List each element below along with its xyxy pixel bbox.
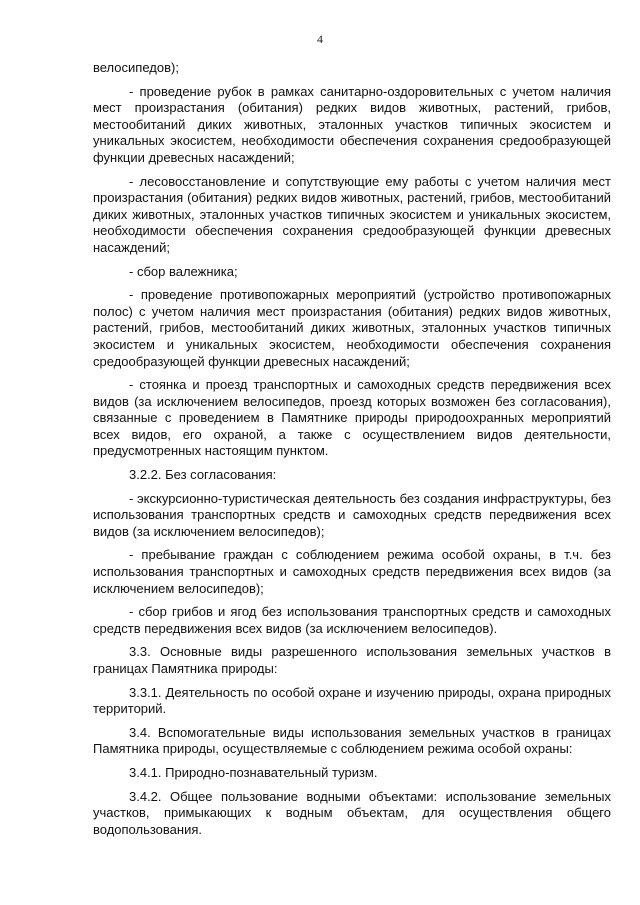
paragraph: велосипедов); [93,60,179,75]
paragraph: - пребывание граждан с соблюдением режима особой охраны, в т.ч. без использования транспортных и самоходных средств передвижения всех видов (за исключением велосипедов); [93,547,611,596]
paragraph: 3.3.1. Деятельность по особой охране и изучению природы, охрана природных территорий. [93,684,611,717]
paragraph: 3.4.1. Природно-познавательный туризм. [129,764,378,780]
page-number: 4 [317,32,323,46]
paragraph: - проведение рубок в рамках санитарно-оздоровительных с учетом наличия мест произрастания (обитания) редких видов животных, растений, грибов, местообитаний диких животных, эталонных участков типичных экосистем и уникальных экосистем, необходимости обеспечения сохранения средообразующей функции древесных насаждений; [93,83,611,165]
paragraph: 3.3. Основные виды разрешенного использования земельных участков в границах Памятника природы: [93,644,611,676]
paragraph: - экскурсионно-туристическая деятельность без создания инфраструктуры, без использования транспортных средств и самоходных средств передвижения всех видов (за исключением велосипедов); [93,490,611,539]
paragraph: 3.4.2. Общее пользование водными объектами: использование земельных участков, примыкающих к водным объектам, для осуществления общего водопользования. [93,788,611,837]
paragraph: 3.2.2. Без согласования: [129,467,277,483]
paragraph: - проведение противопожарных мероприятий (устройство противопожарных полос) с учетом наличия мест произрастания (обитания) редких видов животных, растений, грибов, местообитаний диких животных, эталонных участков типичных экосистем и уникальных экосистем, необходимости обеспечения сохранения средообразующей функции древесных насаждений; [93,287,611,369]
paragraph: - лесовосстановление и сопутствующие ему работы с учетом наличия мест произрастания (обитания) редких видов животных, растений, грибов, местообитаний диких животных, эталонных участков типичных экосистем и уникальных экосистем, необходимости обеспечения сохранения средообразующей функции древесных насаждений; [93,173,611,255]
paragraph: - сбор валежника; [129,263,238,279]
paragraph: - сбор грибов и ягод без использования транспортных средств и самоходных средств передвижения всех видов (за исключением велосипедов). [93,604,611,636]
document-body [93,60,611,845]
paragraph: 3.4. Вспомогательные виды использования земельных участков в границах Памятника природы, осуществляемые с соблюдением режима особой охраны: [93,724,611,757]
paragraph: - стоянка и проезд транспортных и самоходных средств передвижения всех видов (за исключением велосипедов, проезд которых возможен без согласования), связанные с проведением в Памятнике природы природоохранных мероприятий всех видов, его охраной, а также с осуществлением видов деятельности, предусмотренных настоящим пунктом. [93,377,611,459]
